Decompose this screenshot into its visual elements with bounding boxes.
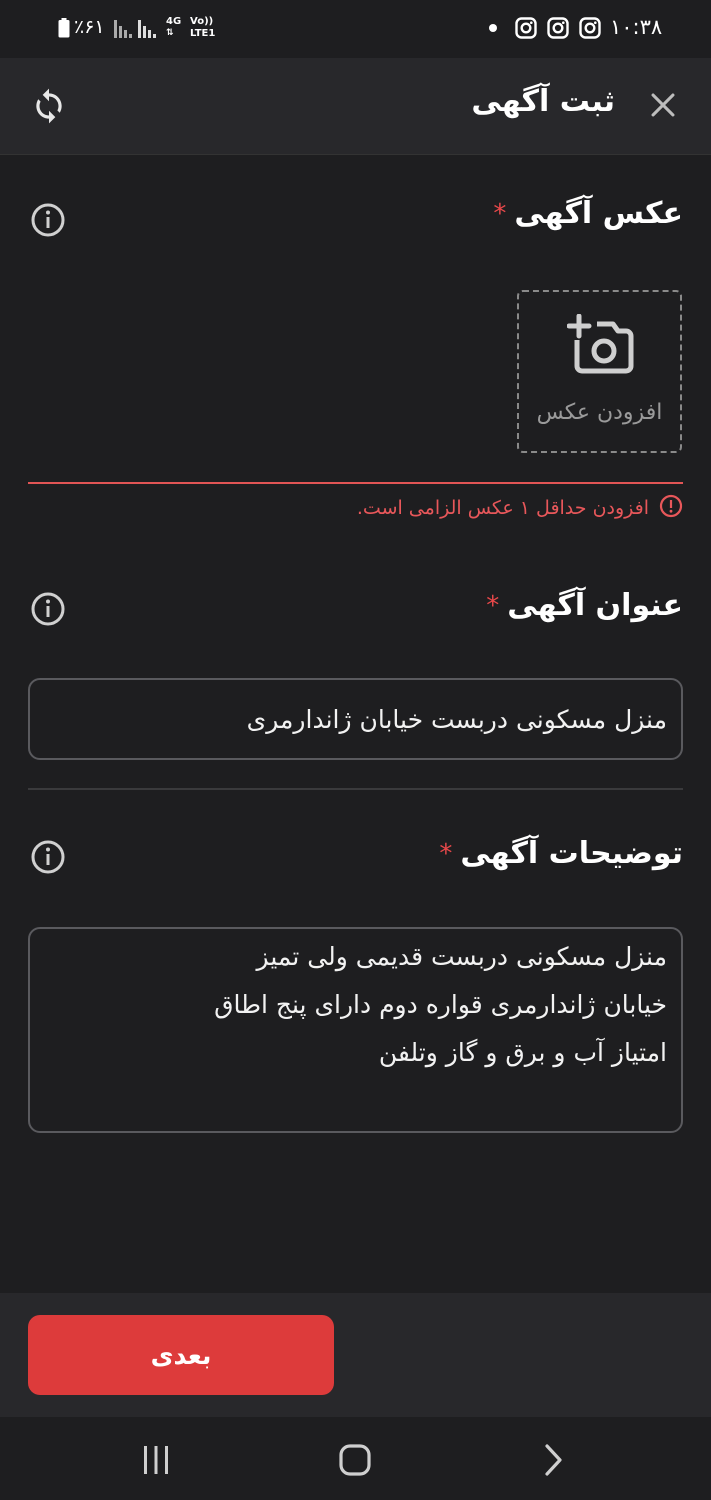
instagram-icon <box>547 17 569 43</box>
home-icon[interactable] <box>338 1443 372 1481</box>
add-photo-label: افزودن عکس <box>536 400 663 425</box>
error-message: افزودن حداقل ۱ عکس الزامی است. <box>356 497 649 519</box>
network-type: 4G <box>166 16 182 27</box>
description-textarea[interactable] <box>28 927 683 1133</box>
required-mark: * <box>493 198 507 229</box>
battery-level: ٪۶۱ <box>74 16 105 38</box>
data-arrows-icon: ⇅ <box>166 28 174 38</box>
add-camera-icon <box>567 314 635 378</box>
title-input[interactable] <box>28 678 683 760</box>
title-section-header <box>486 588 683 623</box>
photo-section-title: عکس آگهی <box>514 196 683 231</box>
close-icon[interactable] <box>646 88 680 122</box>
volte-label: Vo)) <box>190 16 214 27</box>
description-section-title: توضیحات آگهی <box>460 836 683 871</box>
description-section-header <box>439 836 683 871</box>
photo-error <box>357 494 683 522</box>
add-photo-button[interactable] <box>517 290 682 453</box>
title-section-title: عنوان آگهی <box>507 588 683 623</box>
instagram-icon <box>579 17 601 43</box>
app-bar <box>0 58 711 155</box>
info-icon[interactable] <box>31 840 65 874</box>
error-underline <box>28 482 683 484</box>
error-icon <box>659 494 683 522</box>
signal-icon-2 <box>138 18 158 38</box>
section-divider <box>28 788 683 790</box>
back-icon[interactable] <box>542 1443 564 1481</box>
required-mark: * <box>439 838 453 869</box>
refresh-icon[interactable] <box>30 87 68 125</box>
signal-icon <box>114 18 134 38</box>
instagram-icon <box>515 17 537 43</box>
info-icon[interactable] <box>31 203 65 237</box>
clock: ۱۰:۳۸ <box>610 15 663 39</box>
notification-dot <box>489 24 497 32</box>
lte-label: LTE1 <box>190 28 216 39</box>
photo-section-header <box>493 196 683 231</box>
system-nav-bar <box>0 1417 711 1500</box>
status-bar <box>0 0 711 58</box>
recent-apps-icon[interactable] <box>141 1445 171 1479</box>
page-title: ثبت آگهی <box>471 84 615 119</box>
required-mark: * <box>486 590 500 621</box>
next-button[interactable]: بعدی <box>28 1315 334 1395</box>
info-icon[interactable] <box>31 592 65 626</box>
battery-icon <box>58 18 70 38</box>
